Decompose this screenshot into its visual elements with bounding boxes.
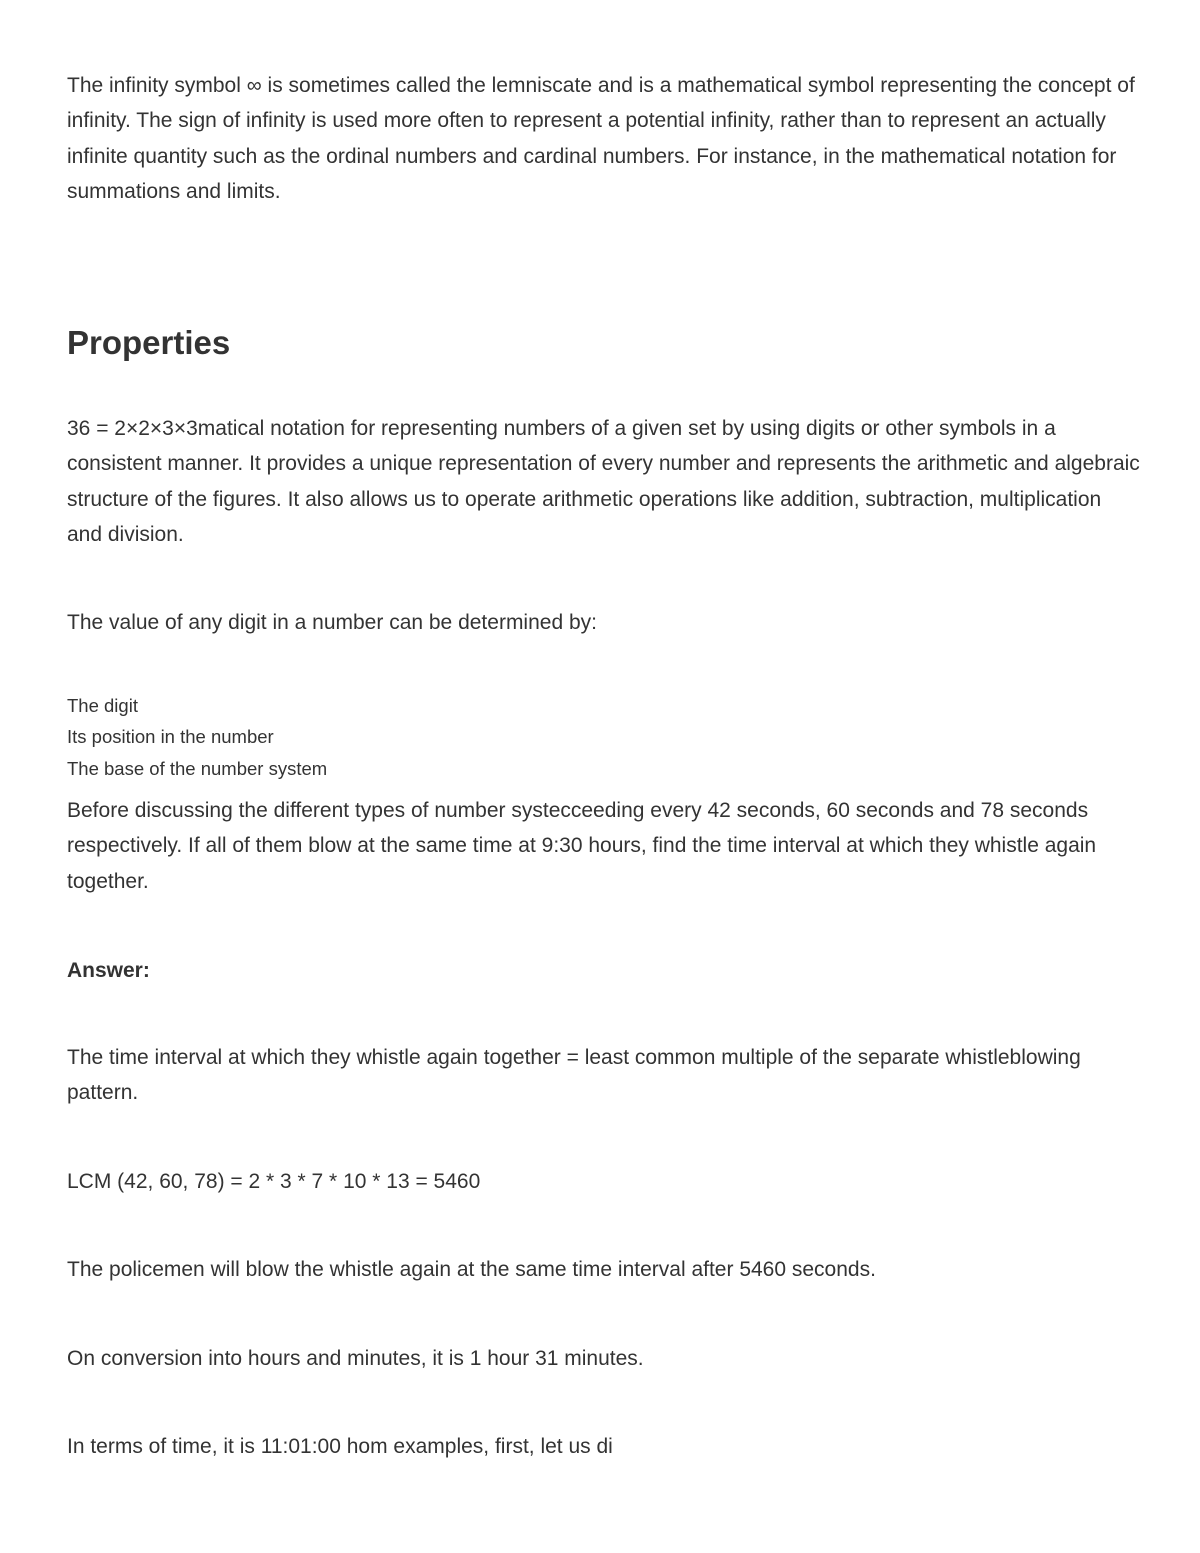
list-item: The digit	[67, 695, 138, 716]
interval-paragraph: The time interval at which they whistle again together = least common multiple of the separate whistleblowing pattern.	[67, 1046, 1081, 1105]
digit-value-paragraph: The value of any digit in a number can be determined by:	[67, 611, 597, 634]
conversion-paragraph: On conversion into hours and minutes, it is 1 hour 31 minutes.	[67, 1347, 644, 1370]
section-heading: Properties	[67, 324, 231, 361]
intro-paragraph: The infinity symbol ∞ is sometimes called the lemniscate and is a mathematical symbol representing the concept of infinity. The sign of infinity is used more often to represent a potential infinity, rather than to represent an actually infinite quantity such as the ordinal numbers and cardinal numbers. For instance, in the mathematical notation for summations and limits.	[67, 74, 1135, 203]
list-item: The base of the number system	[67, 757, 328, 779]
answer-label: Answer:	[67, 959, 150, 982]
lcm-paragraph: LCM (42, 60, 78) = 2 * 3 * 7 * 10 * 13 = 5460	[67, 1170, 481, 1193]
properties-paragraph: 36 = 2×2×3×3matical notation for representing numbers of a given set by using digits or other symbols in a consistent manner. It provides a unique representation of every number and represents the arithmetic and algebraic structure of the figures. It also allows us to operate arithmetic operations like addition, subtraction, multiplication and division.	[67, 417, 1140, 546]
digit-factors-list	[67, 690, 327, 784]
list-item: Its position in the number	[67, 726, 274, 748]
time-paragraph: In terms of time, it is 11:01:00 hom examples, first, let us di	[67, 1435, 613, 1458]
policemen-paragraph: The policemen will blow the whistle again at the same time interval after 5460 seconds.	[67, 1258, 876, 1281]
problem-paragraph: Before discussing the different types of number systecceeding every 42 seconds, 60 seconds and 78 seconds respectively. If all of them blow at the same time at 9:30 hours, find the time interval at which they whistle again together.	[67, 799, 1097, 893]
